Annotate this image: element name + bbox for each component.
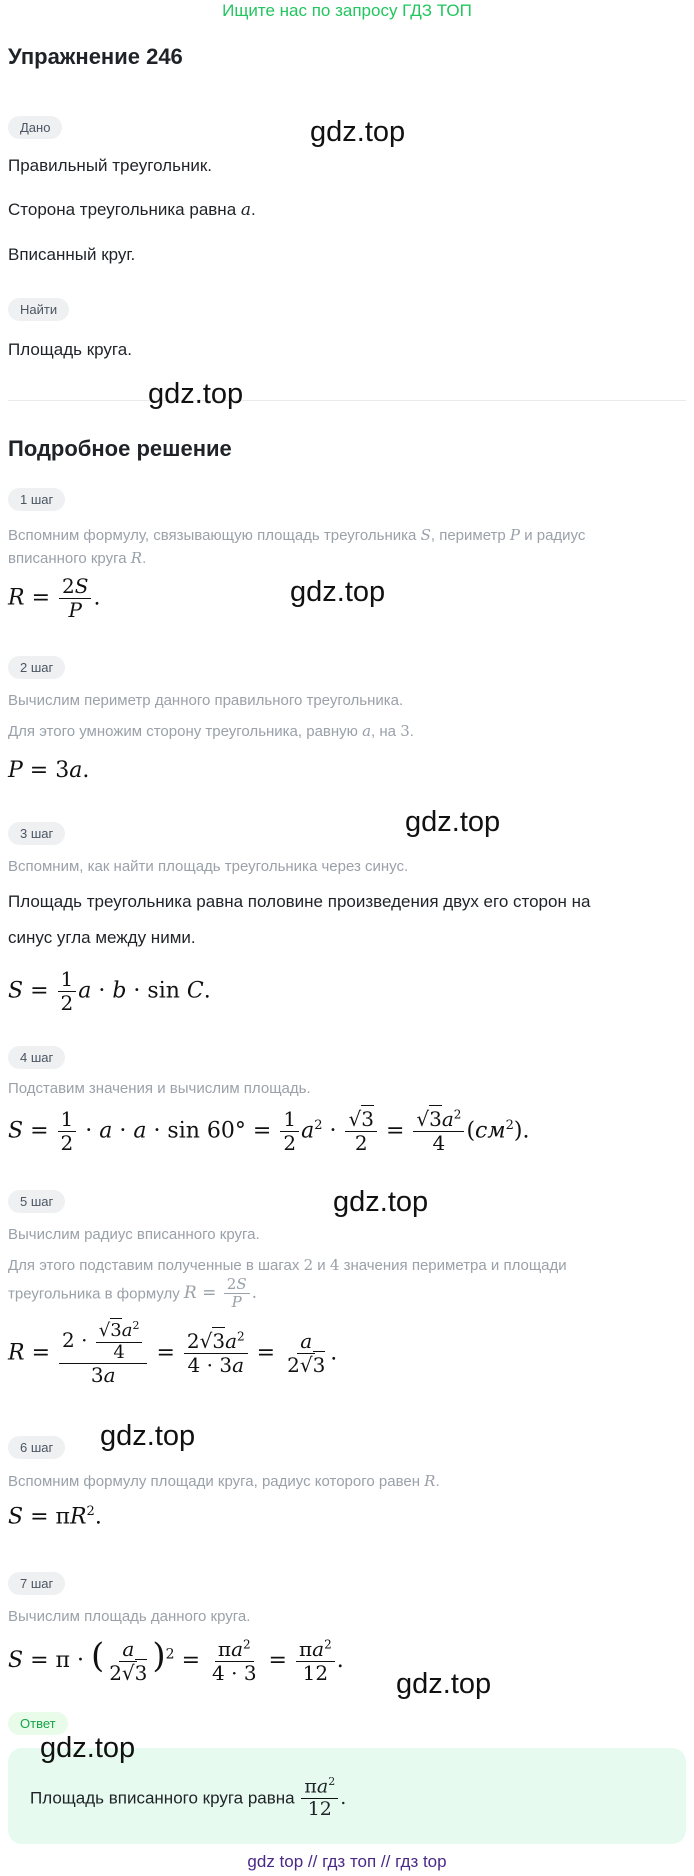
watermark: gdz.top bbox=[396, 1668, 492, 1700]
find-badge: Найти bbox=[8, 298, 69, 321]
solution-title: Подробное решение bbox=[8, 436, 232, 461]
divider bbox=[8, 400, 686, 401]
footer-links[interactable]: gdz top // гдз топ // гдз top bbox=[247, 1852, 447, 1871]
given-item-2: Сторона треугольника равна a. bbox=[8, 200, 256, 220]
step-5-text: Вычислим радиус вписанного круга. bbox=[8, 1226, 260, 1243]
answer-badge: Ответ bbox=[8, 1712, 68, 1735]
given-badge: Дано bbox=[8, 116, 62, 139]
watermark: gdz.top bbox=[405, 806, 501, 838]
formula-final: S = π · ( $\frac{a}{2√3}$ )$^2$ = $\frac{\pi a^2}{4 \cdot 3}$ = $\frac{\pi a^2}{12}$ . bbox=[8, 1636, 344, 1685]
formula-area: S = $\frac{1}{2}$ · a · a · sin 60° = $\frac{1}{2}$ $a^2$ · $\frac{√3}{2}$ = $\frac{√3a^2}{4}$ $(см^2)$. bbox=[8, 1107, 530, 1155]
watermark: gdz.top bbox=[148, 378, 244, 410]
step-3-text: Вспомним, как найти площадь треугольника через синус. bbox=[8, 858, 409, 875]
top-search-link[interactable]: Ищите нас по запросу ГДЗ ТОП bbox=[222, 1, 472, 20]
step-badge: 4 шаг bbox=[8, 1046, 65, 1069]
given-item-3: Вписанный круг. bbox=[8, 245, 136, 264]
step-5-text-3: треугольника в формулу R = $\frac{2S}{P}$ . bbox=[8, 1275, 258, 1312]
step-7-text: Вычислим площадь данного круга. bbox=[8, 1608, 251, 1625]
step-2-text: Вычислим периметр данного правильного треугольника. bbox=[8, 692, 404, 709]
step-badge: 2 шаг bbox=[8, 656, 65, 679]
formula-r-sub: R = 2 · $\frac{√3a^2}{4}$ 3a = $\frac{2√3a^2}{4 \cdot 3a}$ = $\frac{a}{2√3}$ . bbox=[8, 1319, 338, 1388]
watermark: gdz.top bbox=[290, 576, 386, 608]
step-badge: 7 шаг bbox=[8, 1572, 65, 1595]
step-3-rule-2: синус угла между ними. bbox=[8, 928, 196, 947]
step-badge: 3 шаг bbox=[8, 822, 65, 845]
step-badge: 5 шаг bbox=[8, 1190, 65, 1213]
formula-r: R = $\frac{2S}{P}$ . bbox=[8, 574, 101, 622]
step-5-text-2: Для этого подставим полученные в шагах 2 и 4 значения периметра и площади bbox=[8, 1256, 567, 1274]
watermark: gdz.top bbox=[310, 116, 406, 148]
watermark: gdz.top bbox=[100, 1420, 196, 1452]
step-3-rule-1: Площадь треугольника равна половине произведения двух его сторон на bbox=[8, 892, 591, 911]
step-6-text: Вспомним формулу площади круга, радиус которого равен R. bbox=[8, 1472, 440, 1490]
formula-circle: $S = \pi R^2$. bbox=[8, 1504, 102, 1530]
step-1-text: Вспомним формулу, связывающую площадь треугольника S, периметр P и радиус вписанного круга R. bbox=[8, 526, 586, 567]
formula-p: P = 3a. bbox=[8, 758, 90, 783]
watermark: gdz.top bbox=[333, 1186, 429, 1218]
page-title: Упражнение 246 bbox=[8, 44, 183, 69]
watermark: gdz.top bbox=[40, 1732, 136, 1764]
step-2-text-2: Для этого умножим сторону треугольника, равную a, на 3. bbox=[8, 722, 414, 740]
step-badge: 1 шаг bbox=[8, 488, 65, 511]
given-item-1: Правильный треугольник. bbox=[8, 156, 212, 175]
formula-s-sin: S = $\frac{1}{2}$ a · b · sin C. bbox=[8, 967, 211, 1015]
answer-text: Площадь вписанного круга равна $\frac{\pi a^2}{12}$ . bbox=[30, 1775, 347, 1821]
step-4-text: Подставим значения и вычислим площадь. bbox=[8, 1080, 311, 1097]
step-badge: 6 шаг bbox=[8, 1436, 65, 1459]
find-item: Площадь круга. bbox=[8, 340, 132, 359]
